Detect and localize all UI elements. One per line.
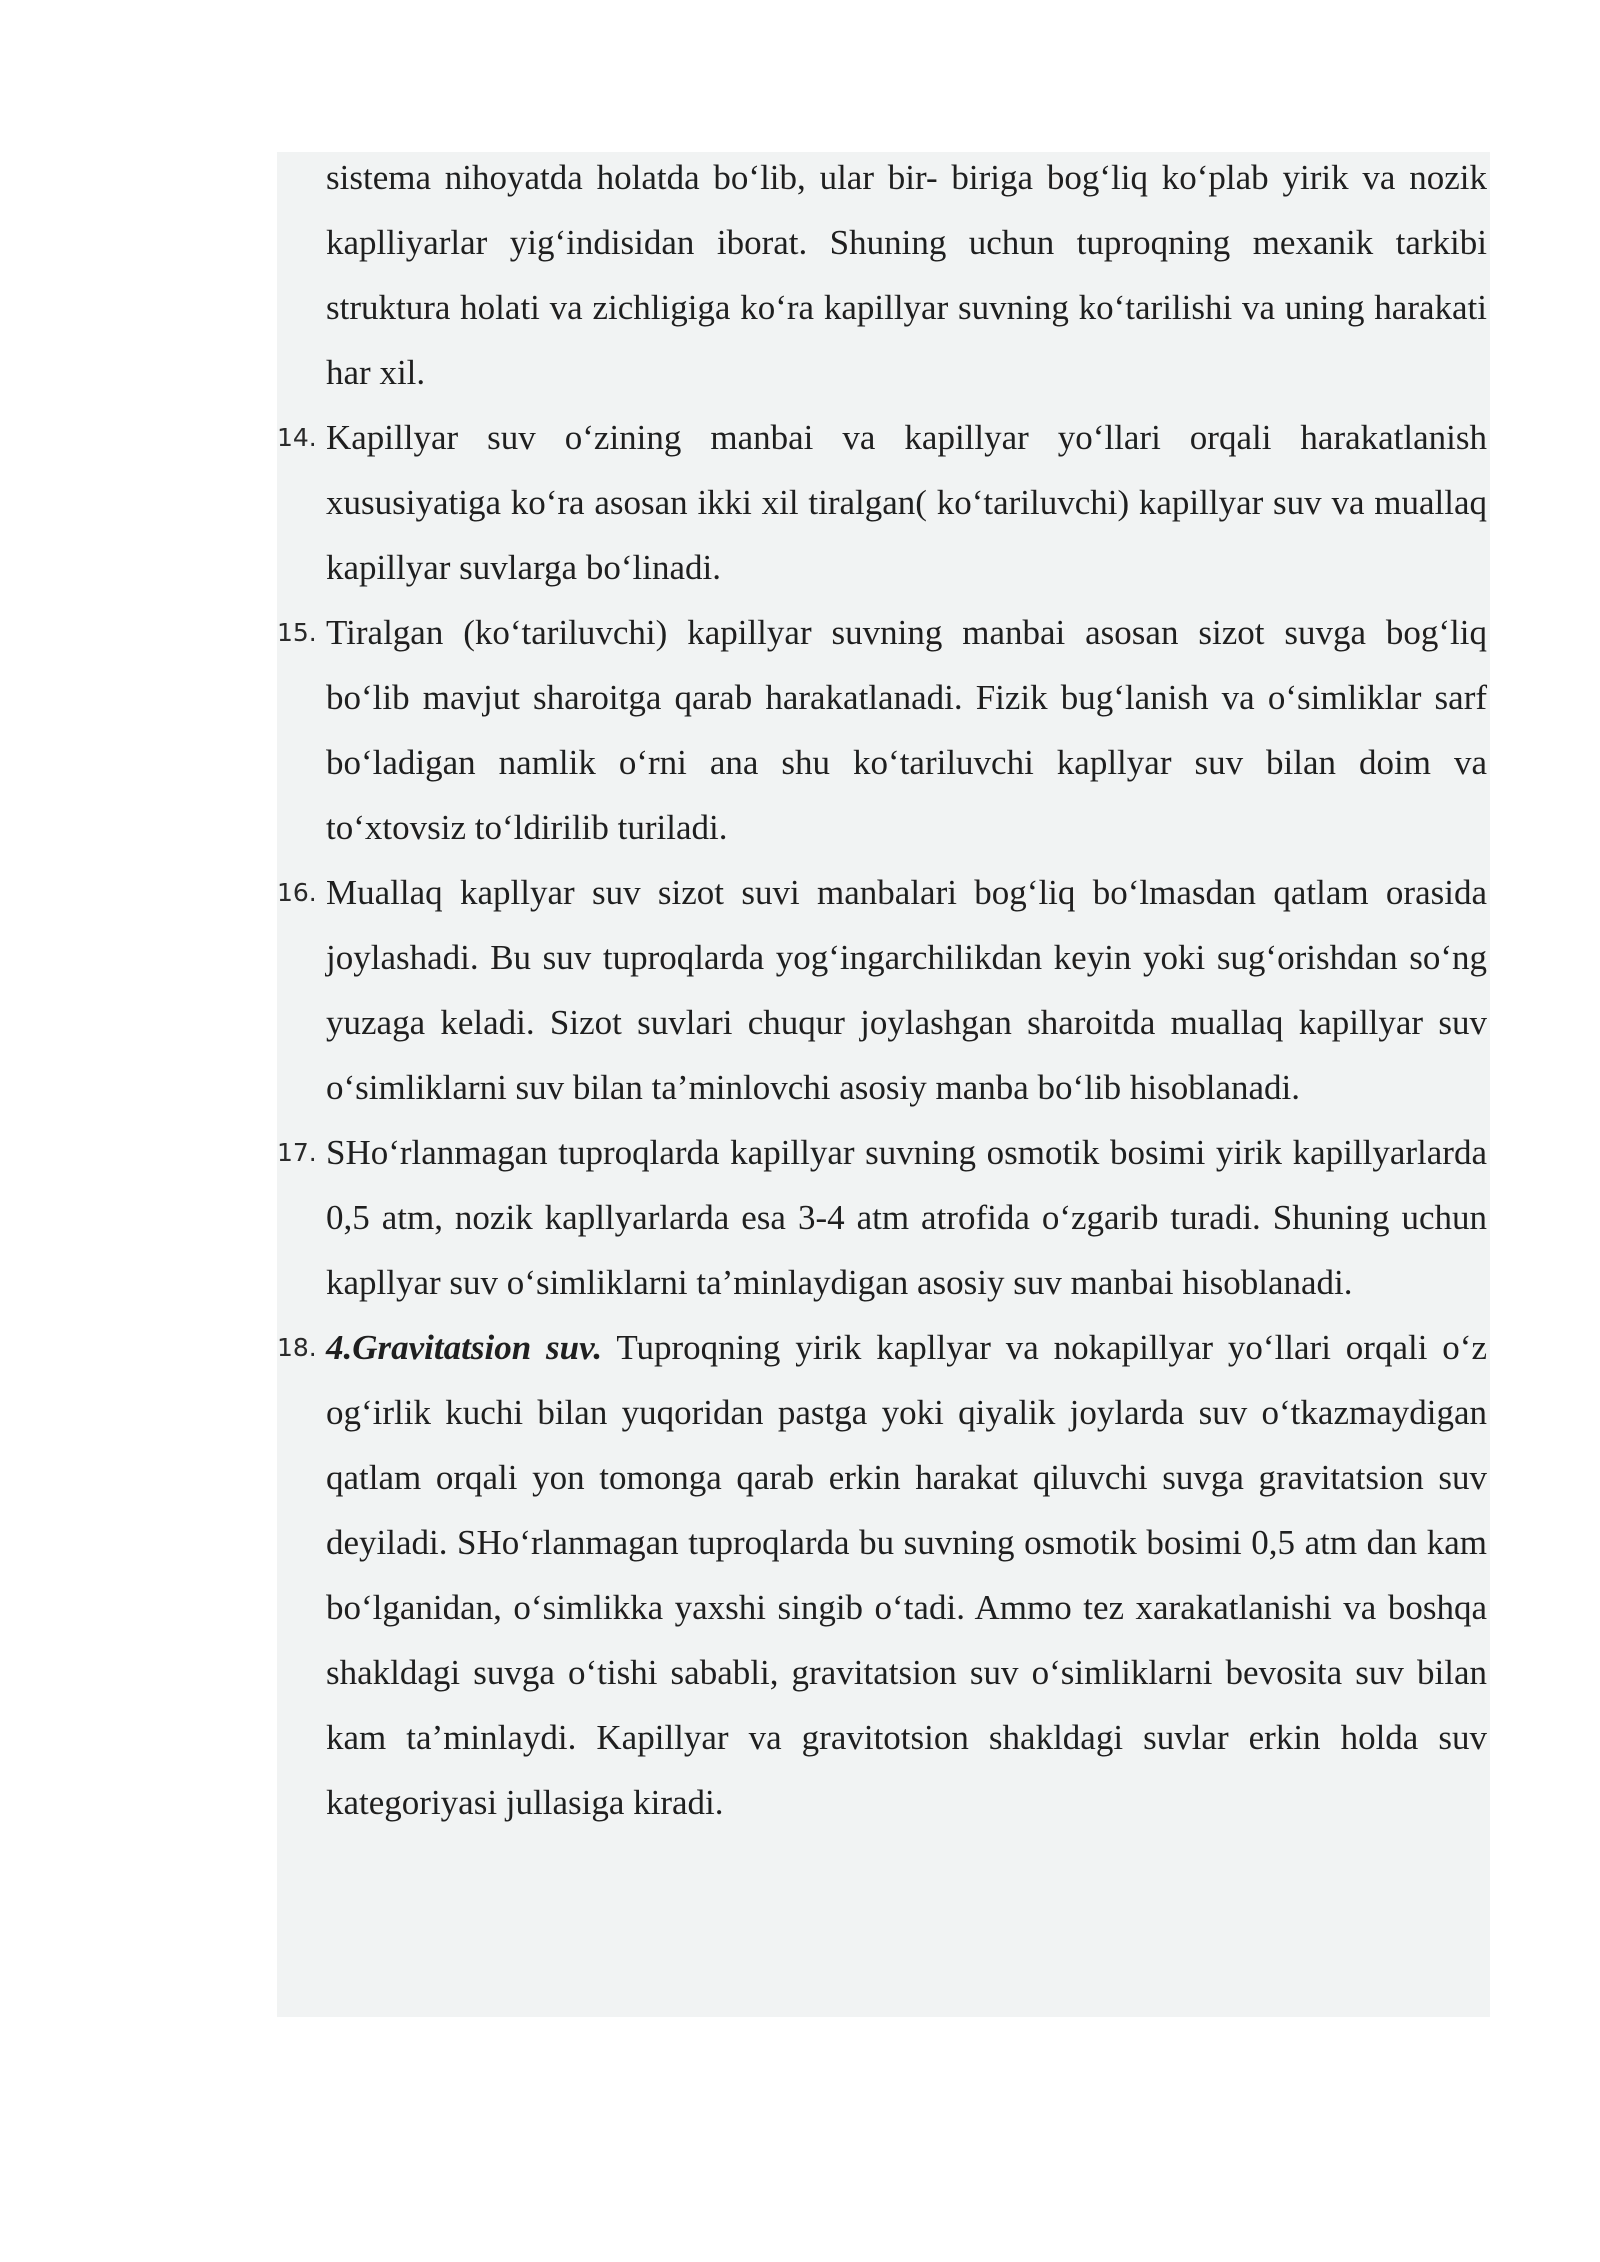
list-item-text: Tuproqning yirik kapllyar va nokapillyar yo‘llari orqali o‘z og‘irlik kuchi bilan yuqoridan pastga yoki qiyalik joylarda suv o‘tkazmaydigan qatlam orqali yon tomonga qarab erkin harakat qiluvchi suvga gravitatsion suv deyiladi. SHo‘rlanmagan tuproqlarda bu suvning osmotik bosimi 0,5 atm dan kam bo‘lganidan, o‘simlikka yaxshi singib o‘tadi. Ammo tez xarakatlanishi va boshqa shakldagi suvga o‘tishi sababli, gravitatsion suv o‘simliklarni bevosita suv bilan kam ta’minlaydi. Kapillyar va gravitotsion shakldagi suvlar erkin holda suv kategoriyasi jullasiga kiradi. [326,1328,1487,1822]
list-item-18 [277,1315,1490,1835]
list-item-16 [277,860,1490,1120]
list-item-text: Muallaq kapllyar suv sizot suvi manbalari bog‘liq bo‘lmasdan qatlam orasida joylashadi. Bu suv tuproqlarda yog‘ingarchilikdan keyin yoki sug‘orishdan so‘ng yuzaga keladi. Sizot suvlari chuqur joylashgan sharoitda muallaq kapillyar suv o‘simliklarni suv bilan ta’minlovchi asosiy manba bo‘lib hisoblanadi. [326,873,1487,1107]
document-body [277,145,1490,1835]
list-item-text: Tiralgan (ko‘tariluvchi) kapillyar suvning manbai asosan sizot suvga bog‘liq bo‘lib mavjut sharoitga qarab harakatlanadi. Fizik bug‘lanish va o‘simliklar sarf bo‘ladigan namlik o‘rni ana shu ko‘tariluvchi kapllyar suv bilan doim va to‘xtovsiz to‘ldirilib turiladi. [326,613,1487,847]
section-heading-gravitatsion-suv: 4.Gravitatsion suv. [326,1328,603,1367]
list-item-number: 18. [277,1333,317,1362]
list-item-number: 16. [277,878,317,907]
list-item-text: Kapillyar suv o‘zining manbai va kapillyar yo‘llari orqali harakatlanish xususiyatiga ko‘ra asosan ikki xil tiralgan( ko‘tariluvchi) kapillyar suv va muallaq kapillyar suvlarga bo‘linadi. [326,418,1487,587]
list-item-17 [277,1120,1490,1315]
intro-paragraph [277,145,1490,405]
list-item-number: 15. [277,618,317,647]
intro-paragraph-text: sistema nihoyatda holatda bo‘lib, ular bir- biriga bog‘liq ko‘plab yirik va nozik kaplliyarlar yig‘indisidan iborat. Shuning uchun tuproqning mexanik tarkibi struktura holati va zichligiga ko‘ra kapillyar suvning ko‘tarilishi va uning harakati har xil. [326,158,1487,392]
list-item-15 [277,600,1490,860]
list-item-number: 17. [277,1138,317,1167]
list-item-14 [277,405,1490,600]
list-item-number: 14. [277,423,317,452]
list-item-text: SHo‘rlanmagan tuproqlarda kapillyar suvning osmotik bosimi yirik kapillyarlarda 0,5 atm, nozik kapllyarlarda esa 3-4 atm atrofida o‘zgarib turadi. Shuning uchun kapllyar suv o‘simliklarni ta’minlaydigan asosiy suv manbai hisoblanadi. [326,1133,1487,1302]
